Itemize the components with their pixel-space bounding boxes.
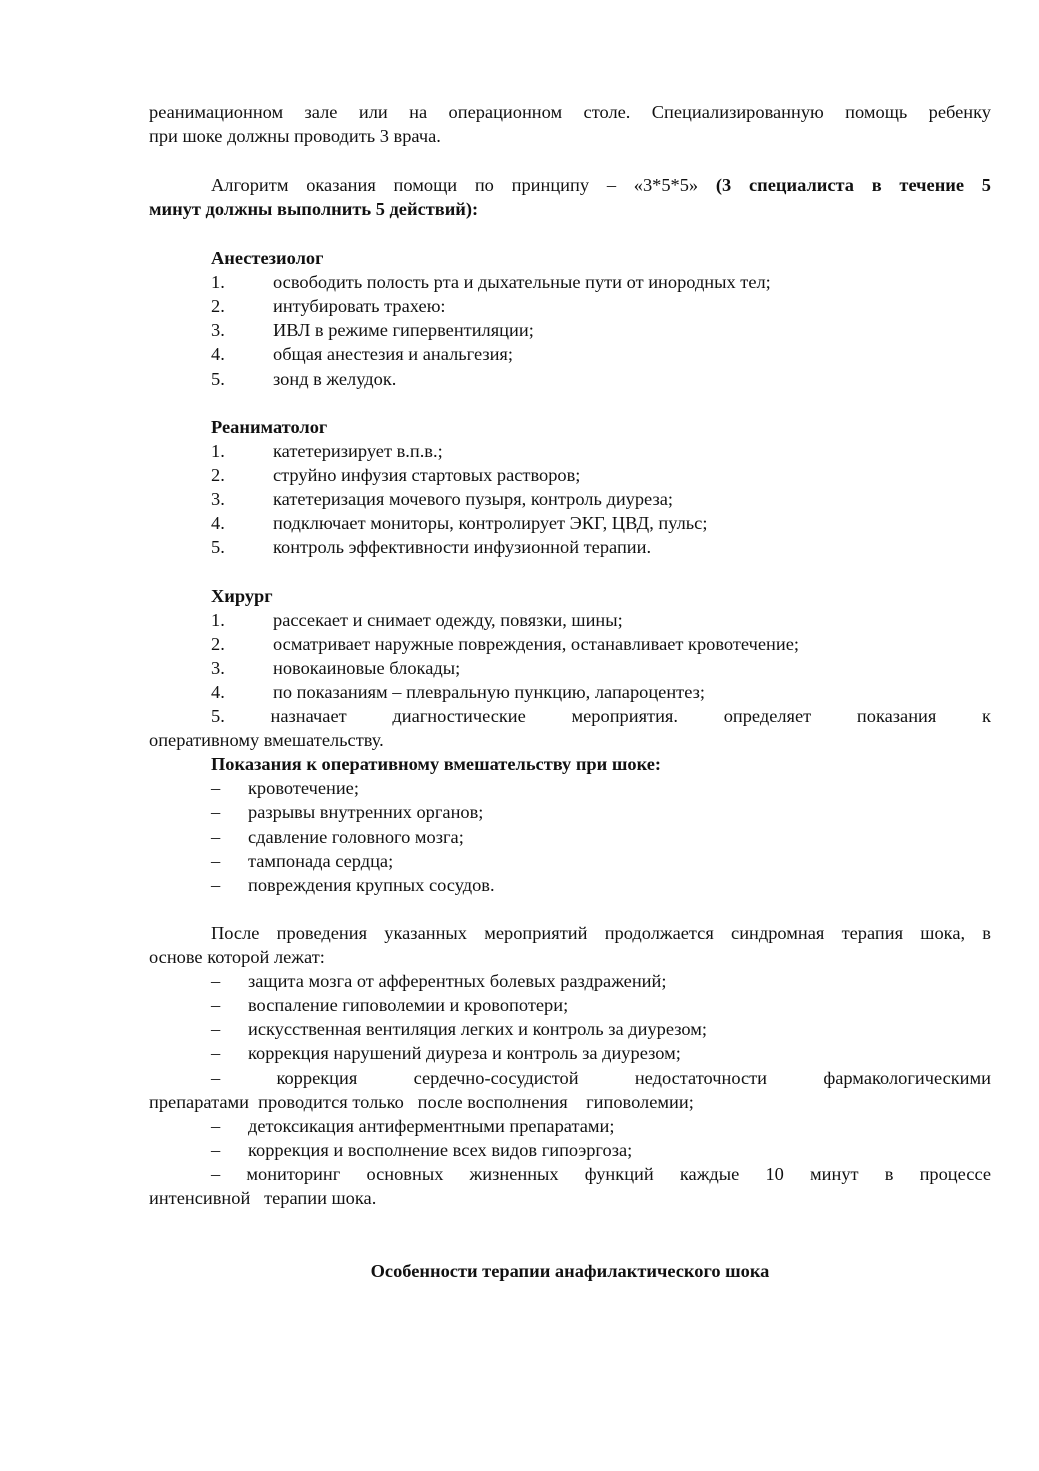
algorithm-line-2: минут должны выполнить 5 действий): [149, 199, 479, 219]
item-text: кровотечение; [248, 778, 359, 798]
dash-bullet: – [211, 827, 221, 847]
monitor-line-1: – мониторинг основных жизненных функций каждые 10 минут в процессе [211, 1164, 991, 1184]
dash-bullet: – [211, 802, 221, 822]
item-text: коррекция нарушений диуреза и контроль за диурезом; [248, 1043, 681, 1063]
item-text: подключает мониторы, контролирует ЭКГ, ЦВД, пульс; [273, 513, 708, 533]
item-text: сдавление головного мозга; [248, 827, 464, 847]
item-text: искусственная вентиляция легких и контроль за диурезом; [248, 1019, 707, 1039]
item-text: коррекция и восполнение всех видов гипоэргоза; [248, 1140, 633, 1160]
dash-bullet: – [211, 1140, 221, 1160]
item-text: повреждения крупных сосудов. [248, 875, 495, 895]
intro-line-1: реанимационном зале или на операционном столе. Специализированную помощь ребенку [149, 102, 991, 122]
item-text: рассекает и снимает одежду, повязки, шины; [273, 610, 623, 630]
item-number: 4. [211, 344, 225, 364]
dash-bullet: – [211, 1116, 221, 1136]
item-text: детоксикация антиферментными препаратами; [248, 1116, 615, 1136]
dash-bullet: – [211, 971, 221, 991]
after-line-1: После проведения указанных мероприятий продолжается синдромная терапия шока, в [211, 923, 991, 943]
surgeon-heading: Хирург [211, 586, 273, 606]
item-text: тампонада сердца; [248, 851, 394, 871]
indications-heading: Показания к оперативному вмешательству при шоке: [211, 754, 662, 774]
item-text: интубировать трахею: [273, 296, 446, 316]
item-number: 3. [211, 489, 225, 509]
item-number: 2. [211, 634, 225, 654]
item-number: 1. [211, 272, 225, 292]
item-number: 1. [211, 610, 225, 630]
item-number: 5. [211, 369, 225, 389]
item-text: осматривает наружные повреждения, останавливает кровотечение; [273, 634, 799, 654]
item-number: 4. [211, 682, 225, 702]
item-text: новокаиновые блокады; [273, 658, 461, 678]
dash-bullet: – [211, 875, 221, 895]
surgeon-item-5-line-2: оперативному вмешательству. [149, 730, 384, 750]
cardio-line-2: препаратами проводится только после восполнения гиповолемии; [149, 1092, 694, 1112]
algorithm-plain-text: Алгоритм оказания помощи по принципу – «3*5*5» [211, 175, 699, 195]
item-text: контроль эффективности инфузионной терапии. [273, 537, 652, 557]
item-number: 4. [211, 513, 225, 533]
item-number: 5. [211, 537, 225, 557]
dash-bullet: – [211, 995, 221, 1015]
dash-bullet: – [211, 851, 221, 871]
monitor-line-2: интенсивной терапии шока. [149, 1188, 377, 1208]
dash-bullet: – [211, 1043, 221, 1063]
anesthesiologist-heading: Анестезиолог [211, 248, 324, 268]
item-text: общая анестезия и анальгезия; [273, 344, 514, 364]
item-text: по показаниям – плевральную пункцию, лапароцентез; [273, 682, 705, 702]
algorithm-line-1 [211, 173, 991, 197]
item-number: 2. [211, 465, 225, 485]
resuscitator-heading: Реаниматолог [211, 417, 328, 437]
dash-bullet: – [211, 778, 221, 798]
item-text: зонд в желудок. [273, 369, 397, 389]
item-text: освободить полость рта и дыхательные пути от инородных тел; [273, 272, 771, 292]
surgeon-item-5-line-1: 5. назначает диагностические мероприятия. определяет показания к [211, 706, 991, 726]
item-text: катетеризирует в.п.в.; [273, 441, 443, 461]
item-text: струйно инфузия стартовых растворов; [273, 465, 581, 485]
item-text: катетеризация мочевого пузыря, контроль диуреза; [273, 489, 673, 509]
after-line-2: основе которой лежат: [149, 947, 325, 967]
item-text: воспаление гиповолемии и кровопотери; [248, 995, 569, 1015]
item-number: 3. [211, 320, 225, 340]
section-title: Особенности терапии анафилактического шока [370, 1261, 770, 1281]
item-text: защита мозга от афферентных болевых раздражений; [248, 971, 667, 991]
algorithm-bold-text: (3 специалиста в течение 5 [715, 175, 992, 195]
intro-line-2: при шоке должны проводить 3 врача. [149, 126, 441, 146]
item-number: 3. [211, 658, 225, 678]
item-text: разрывы внутренних органов; [248, 802, 484, 822]
item-number: 2. [211, 296, 225, 316]
item-number: 1. [211, 441, 225, 461]
cardio-line-1: – коррекция сердечно-сосудистой недостаточности фармакологическими [211, 1068, 991, 1088]
item-text: ИВЛ в режиме гипервентиляции; [273, 320, 534, 340]
dash-bullet: – [211, 1019, 221, 1039]
